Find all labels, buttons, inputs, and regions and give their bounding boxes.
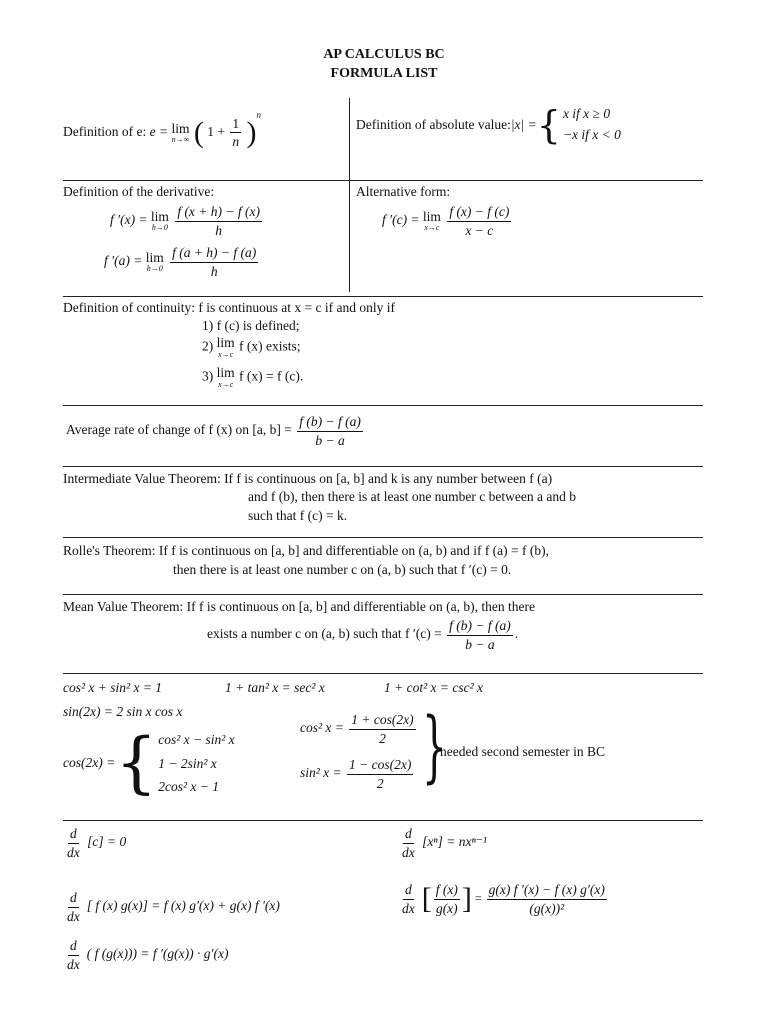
trig-pyth3: 1 + cot² x = csc² x (384, 680, 484, 695)
trig-cos2x: cos(2x) = { cos² x − sin² x 1 − 2sin² x 2cos² x − 1 (63, 724, 235, 802)
ivt-line2: and f (b), then there is at least one number c between a and b (248, 489, 576, 504)
trig-sin-sq: sin² x = $\frac{1 - \cos(2x)}{2}$ (300, 757, 412, 791)
def-derivative-f2: f ′(a) = lim h→0 $\frac{f (a + h) - f (a)}{h}$ (104, 245, 257, 279)
trig-pyth2: 1 + tan² x = sec² x (225, 680, 325, 695)
def-e-lim: lim n→∞ (171, 120, 190, 145)
divider-7 (63, 673, 703, 674)
mvt-line2: exists a number c on (a, b) such that f ′(c) = $\frac{f (b) - f (a)}{b - a}$ . (207, 618, 519, 652)
trig-cos-sq: cos² x = $\frac{1 + \cos(2x)}{2}$ (300, 712, 414, 746)
header-line1: AP CALCULUS BC (323, 47, 445, 62)
def-abs-label: Definition of absolute value: (356, 116, 511, 132)
trig-note: needed second semester in BC (440, 744, 605, 759)
divider-6 (63, 594, 703, 595)
divider-1 (63, 180, 703, 181)
column-divider (349, 98, 350, 292)
def-e-label: Definition of e: (63, 124, 150, 139)
divider-3 (63, 405, 703, 406)
def-abs-case2: −x if x < 0 (562, 126, 621, 142)
def-e-exponent: n (256, 110, 261, 120)
deriv-quotient: $\frac{d}{dx}$ [ $\frac{f (x)}{g(x)}$ ] = $\frac{g(x) f '(x) - f (x) g'(x)}{\text{(g(x))²}}$ (402, 882, 605, 916)
continuity-item3: 3) lim x→c f (x) = f (c). (202, 365, 304, 389)
def-derivative-f1: f ′(x) = lim h→0 $\frac{f (x + h) - f (x)}{h}$ (110, 204, 260, 238)
divider-8 (63, 820, 703, 821)
divider-4 (63, 466, 703, 467)
ivt-line3: such that f (c) = k. (248, 508, 348, 523)
trig-sin2x: sin(2x) = 2 sin x cos x (63, 704, 183, 719)
def-derivative-label: Definition of the derivative: (63, 184, 215, 199)
deriv-product: $\frac{d}{dx}$ [ f (x) g(x)] = f (x) g′(x) + g(x) f ′(x) (67, 890, 280, 924)
continuity-item1: 1) f (c) is defined; (202, 318, 300, 333)
avg-rate-formula: Average rate of change of f (x) on [a, b] = $\frac{f (b) - f (a)}{b - a}$ (66, 414, 361, 448)
deriv-const: $\frac{d}{dx}$ [c] = 0 (67, 826, 127, 860)
def-abs-lhs: |x| = (510, 116, 537, 132)
trig-right-brace: } (422, 702, 447, 792)
ivt-line1: Intermediate Value Theorem: If f is continuous on [a, b] and k is any number between f (a) (63, 471, 553, 486)
def-e-block: Definition of e: e = lim n→∞ ( 1 + $\frac{1}{n}$ )$^n$ (63, 110, 261, 150)
mvt-line1: Mean Value Theorem: If f is continuous on [a, b] and differentiable on (a, b), then there (63, 599, 535, 614)
rolle-line1: Rolle's Theorem: If f is continuous on [a, b] and differentiable on (a, b) and if f (a) = f (b), (63, 543, 550, 558)
def-e-lhs: e = (149, 124, 172, 139)
alt-form-label: Alternative form: (356, 184, 451, 199)
rolle-line2: then there is at least one number c on (a, b) such that f ′(c) = 0. (173, 562, 512, 577)
def-e-fraction: $\frac{1}{n}$ (232, 115, 240, 150)
divider-2 (63, 296, 703, 297)
divider-5 (63, 537, 703, 538)
continuity-item2: 2) lim x→c f (x) exists; (202, 335, 301, 359)
header-line2: FORMULA LIST (330, 66, 438, 81)
def-abs-case1: x if x ≥ 0 (562, 106, 611, 121)
def-abs-block: Definition of absolute value: |x| = { x if x ≥ 0 −x if x < 0 (356, 102, 621, 147)
trig-pyth1: cos² x + sin² x = 1 (63, 680, 163, 695)
continuity-label: Definition of continuity: f is continuous at x = c if and only if (63, 300, 395, 315)
deriv-power: $\frac{d}{dx}$ [xⁿ] = nxⁿ⁻¹ (402, 826, 487, 860)
alt-form-formula: f ′(c) = lim x→c $\frac{f (x) - f (c)}{x - c}$ (382, 204, 510, 238)
def-e-one-plus: 1 + (207, 124, 229, 139)
deriv-chain: $\frac{d}{dx}$ ( f (g(x))) = f ′(g(x)) · g′(x) (67, 938, 229, 972)
